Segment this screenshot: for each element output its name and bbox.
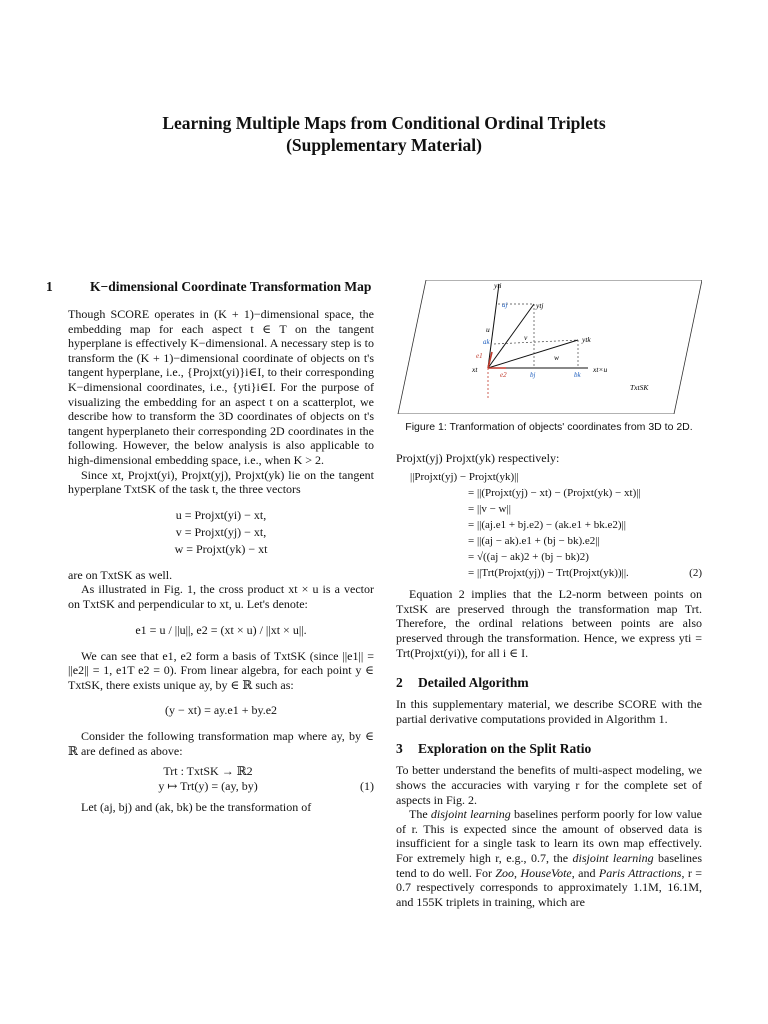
label-v: v <box>524 333 528 342</box>
p2-emphasis-paris: Paris Attractions <box>598 865 682 880</box>
section-1-heading <box>46 278 374 295</box>
label-yti: yti <box>494 281 502 290</box>
equation-u: u = Projxt(yi) − xt, <box>175 507 267 522</box>
p2-emphasis-zoo: Zoo <box>495 865 515 880</box>
p2-text-f: , r = 0.7 respectively corresponds to approximately 1.1M, 16.1M, and 155K triplets in training, which are <box>396 865 703 909</box>
p2-emphasis-2: disjoint learning <box>572 850 654 865</box>
equation-2-derivation <box>396 469 702 581</box>
equation-1-line-1: Trt : TxtSK → ℝ2 <box>163 764 253 779</box>
label-bj: bj <box>530 371 536 379</box>
section-1-title: K−dimensional Coordinate Transformation Map <box>90 279 372 294</box>
section-1-paragraph-3: are on TxtSK as well. <box>68 567 173 582</box>
section-1-paragraph-4: As illustrated in Fig. 1, the cross product xt × u is a vector on TxtSK and perpendicular to xt, u. Let's denote: <box>68 582 374 611</box>
left-column <box>46 278 374 814</box>
figure-1-caption: Figure 1: Tranformation of objects' coordinates from 3D to 2D. <box>405 421 693 433</box>
equation-1-line-2: y ↦ Trt(y) = (ay, by) <box>158 779 258 794</box>
p2-emphasis-housevote: HouseVote <box>520 865 572 880</box>
paper-title <box>0 112 768 156</box>
label-u: u <box>486 325 490 334</box>
equation-v: v = Projxt(yj) − xt, <box>175 524 267 539</box>
label-ytj: ytj <box>536 301 544 310</box>
equation-2-paragraph: Equation 2 implies that the L2-norm between points on TxtSK are preserved through the transformation map Trt. Therefore, the ordinal relations between points are also preserved through the transformation. Hence, we express yti = Trt(Projxt(yi)), for all i ∈ I. <box>396 587 702 660</box>
section-1-number: 1 <box>46 279 53 294</box>
p2-text-e: , and <box>571 865 599 880</box>
title-line-1: Learning Multiple Maps from Conditional Ordinal Triplets <box>162 113 606 133</box>
equation-1 <box>68 764 374 793</box>
section-3-title: Exploration on the Split Ratio <box>418 741 592 757</box>
right-column <box>396 280 702 909</box>
section-1-paragraph-6: Consider the following transformation map where ay, by ∈ ℝ are defined as above: <box>68 729 374 758</box>
label-tangent-plane: TxtSK <box>630 383 649 392</box>
vector-w <box>488 340 578 368</box>
derivation-line-6-text: = ||Trt(Projxt(yj)) − Trt(Projxt(yk))||. <box>468 567 629 580</box>
section-2-paragraph: In this supplementary material, we describe SCORE with the partial derivative computations provided in Algorithm 1. <box>396 697 702 726</box>
section-2-title: Detailed Algorithm <box>418 675 529 691</box>
derivation-line-2: = ||v − w|| <box>468 503 511 516</box>
label-e1: e1 <box>476 352 483 360</box>
section-2-number: 2 <box>396 675 403 691</box>
equation-2-number: (2) <box>689 567 702 580</box>
label-w: w <box>554 353 560 362</box>
section-3-number: 3 <box>396 741 403 757</box>
p2-text-a: The <box>409 807 431 822</box>
derivation-line-3: = ||(aj.e1 + bj.e2) − (ak.e1 + bk.e2)|| <box>468 519 626 532</box>
section-3-heading <box>396 740 702 757</box>
p2-emphasis-1: disjoint learning <box>430 807 511 822</box>
section-1-paragraph-5: We can see that e1, e2 form a basis of TxtSK (since ||e1|| = ||e2|| = 1, e1T e2 = 0). From linear algebra, for each point y ∈ TxtSK, there exists unique ay, by ∈ ℝ such as: <box>68 648 374 692</box>
p2-text-b: baselines perform poorly for low value of r. This is expected since the amount of observed data is insufficient for a single task to learn its own map effectively. For extremely high r, e.g., 0.7, the <box>396 807 702 865</box>
section-1-paragraph-1: Though SCORE operates in (K + 1)−dimensional space, the embedding map for each aspect t ∈ T on the tangent hyperplane is effectively K−dimensional. A necessary step is to transform the (K + 1)−dimensional coordinate of objects on t's tangent hyperplane, i.e., {Projxt(yi)}i∈I, to their corresponding K−dimensional coordinates, i.e., {yti}i∈I. For the purpose of visualizing the embedding for an aspect t on a scatterplot, we describe how to transform the 3D coordinates of objects on t's tangent hyperplaneto their corresponding 2D coordinates in the following. However, the below analysis is also applicable to high-dimensional embedding space, i.e., when K > 2. <box>68 307 374 467</box>
section-2-heading <box>396 674 702 691</box>
p2-text-d: , <box>514 865 521 880</box>
equation-w: w = Projxt(yk) − xt <box>174 541 268 556</box>
section-3-paragraph-2 <box>396 807 702 909</box>
derivation-lead: Projxt(yj) Projxt(yk) respectively: <box>396 450 560 465</box>
label-aj: aj <box>502 301 508 309</box>
title-line-2: (Supplementary Material) <box>286 135 482 155</box>
tangent-plane <box>398 280 702 414</box>
section-1-paragraph-7: Let (aj, bj) and (ak, bk) be the transformation of <box>81 799 312 814</box>
linear-combination-equation: (y − xt) = ay.e1 + by.e2 <box>164 703 278 718</box>
label-xt: xt <box>472 365 478 374</box>
derivation-line-4: = ||(aj − ak).e1 + (bj − bk).e2|| <box>468 535 600 548</box>
equation-1-number: (1) <box>360 779 374 794</box>
derivation-line-6 <box>396 565 702 581</box>
section-3-paragraph-1: To better understand the benefits of multi-aspect modeling, we shows the accuracies with varying r for the complete set of aspects in Fig. 2. <box>396 763 702 807</box>
basis-equation: e1 = u / ||u||, e2 = (xt × u) / ||xt × u||. <box>135 622 307 637</box>
label-e2: e2 <box>500 371 507 379</box>
label-ak: ak <box>483 338 490 346</box>
section-1-paragraph-2: Since xt, Projxt(yi), Projxt(yj), Projxt(yk) lie on the tangent hyperplane TxtSK of the task t, the three vectors <box>68 467 374 497</box>
derivation-line-1: = ||(Projxt(yj) − xt) − (Projxt(yk) − xt)|| <box>468 487 641 500</box>
vector-equations <box>68 507 374 558</box>
derivation-line-0: ||Projxt(yj) − Projxt(yk)|| <box>410 471 519 484</box>
figure-1 <box>396 280 702 414</box>
p2-text-c: baselines tend to do well. For <box>396 850 703 880</box>
label-bk: bk <box>574 371 581 379</box>
label-xt-cross-u: xt×u <box>593 365 608 374</box>
label-ytk: ytk <box>582 335 591 344</box>
derivation-line-5: = √((aj − ak)2 + (bj − bk)2) <box>468 551 589 564</box>
